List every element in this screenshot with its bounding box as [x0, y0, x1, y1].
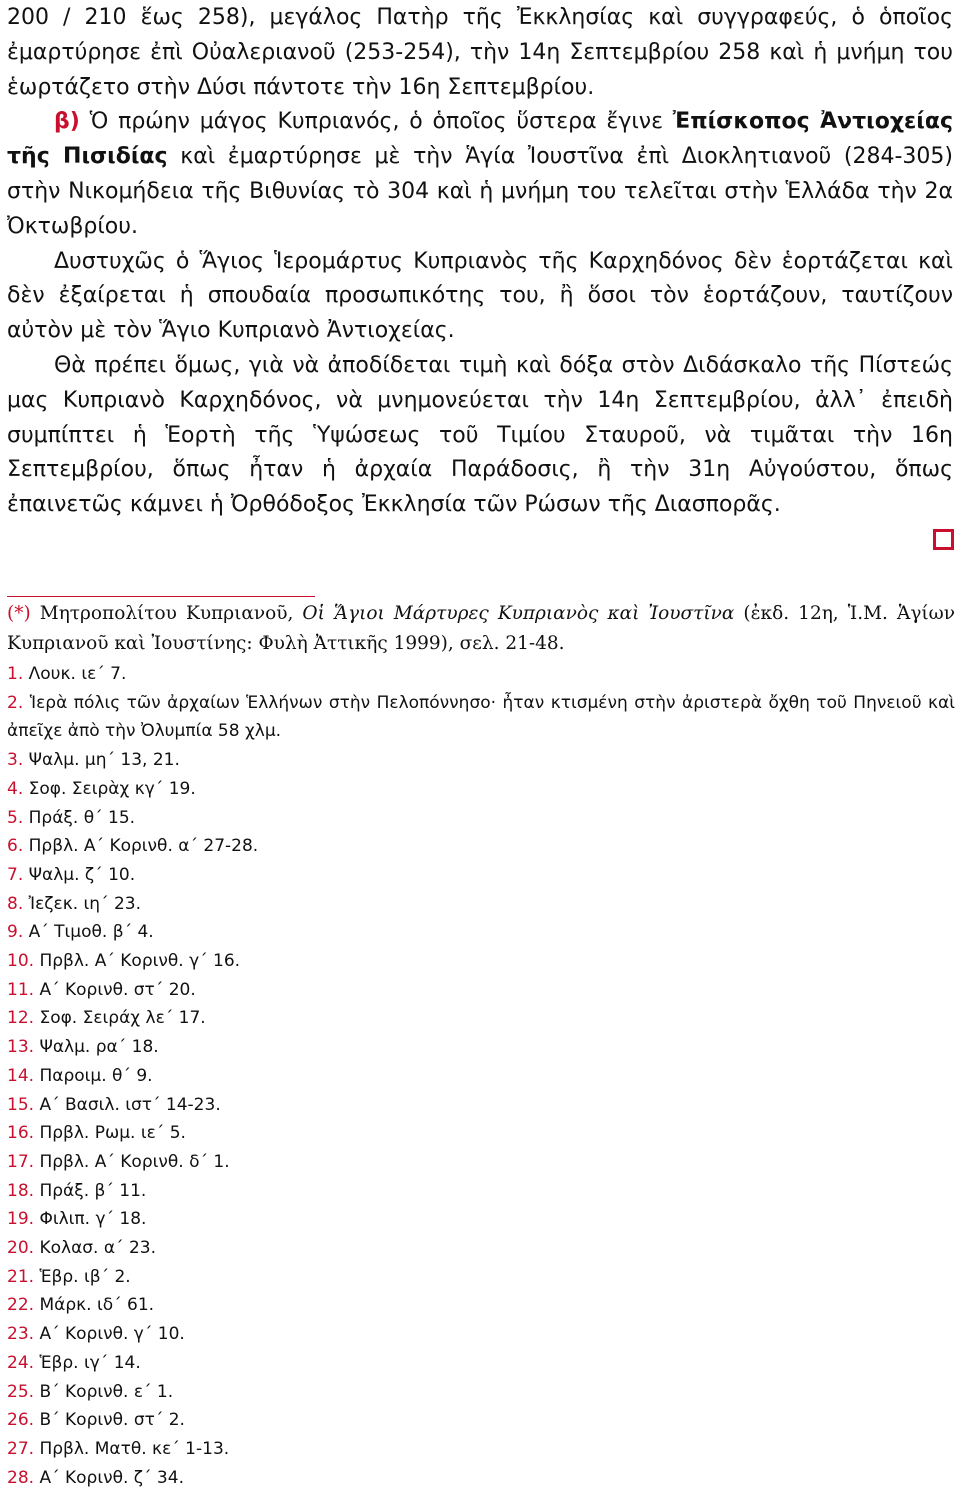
endnote-item: [7, 1148, 955, 1177]
endnote-number: 21.: [7, 1266, 35, 1287]
endnote-text: Μάρκ. ιδ΄ 61.: [39, 1295, 155, 1316]
paragraph-1: 200 / 210 ἕως 258), μεγάλος Πατὴρ τῆς Ἐκκλησίας καὶ συγγραφεύς, ὁ ὁποῖος ἐμαρτύρησε ἐπὶ Οὐαλεριανοῦ (253-254), τὴν 14η Σεπτεμβρίου 258 καὶ ἡ μνήμη του ἑωρτάζετο στὴν Δύσι πάντοτε τὴν 16η Σεπτεμβρίου.: [7, 5, 953, 100]
endnote-text: Πρβλ. Ματθ. κε΄ 1-13.: [39, 1438, 230, 1459]
endnote-item: [7, 1378, 955, 1407]
endnote-text: Πρβλ. Α΄ Κορινθ. γ΄ 16.: [39, 951, 241, 972]
endnote-number: 5.: [7, 807, 24, 828]
endnote-number: 12.: [7, 1008, 35, 1029]
paragraph-2-text-b: καὶ ἐμαρτύρησε μὲ τὴν Ἁγία Ἰουστῖνα ἐπὶ Διοκλητιανοῦ (284-305) στὴν Νικομήδεια τῆς Βιθυνίας τὸ 304 καὶ ἡ μνήμη του τελεῖται στὴν Ἑλλάδα τὴν 2α Ὀκτωβρίου.: [7, 144, 953, 239]
main-text: [7, 1, 953, 523]
endnote-item: [7, 1349, 955, 1378]
endnote-text: Ψαλμ. μη΄ 13, 21.: [28, 750, 180, 771]
endnote-item: [7, 775, 955, 804]
endnote-item: [7, 1406, 955, 1435]
endnote-item: [7, 1464, 955, 1493]
endnote-text: Πράξ. β΄ 11.: [39, 1180, 147, 1201]
endnote-text: Φιλιπ. γ΄ 18.: [39, 1209, 147, 1230]
paragraph-4: Θὰ πρέπει ὅμως, γιὰ νὰ ἀποδίδεται τιμὴ καὶ δόξα στὸν Διδάσκαλο τῆς Πίστεώς μας Κυπριανὸ Καρχηδόνος, νὰ μνημονεύεται τὴν 14η Σεπτεμβρίου, ἀλλ᾽ ἐπειδὴ συμπίπτει ἡ Ἑορτὴ τῆς Ὑψώσεως τοῦ Τιμίου Σταυροῦ, νὰ τιμᾶται τὴν 16η Σεπτεμβρίου, ὅπως ἦταν ἡ ἀρχαία Παράδοσις, ἢ τὴν 31η Αὐγούστου, ὅπως ἐπαινετῶς κάμνει ἡ Ὀρθόδοξος Ἐκκλησία τῶν Ρώσων τῆς Διασπορᾶς.: [7, 352, 953, 518]
endnote-number: 22.: [7, 1295, 35, 1316]
endnote-text: Β΄ Κορινθ. στ΄ 2.: [39, 1410, 185, 1431]
endnote-item: [7, 689, 955, 746]
endnote-item: [7, 861, 955, 890]
endnote-number: 20.: [7, 1238, 35, 1259]
endnote-item: [7, 890, 955, 919]
endnote-text: Ἑβρ. ιγ΄ 14.: [39, 1352, 141, 1373]
endnote-item: [7, 976, 955, 1005]
endnote-item: [7, 1004, 955, 1033]
endnote-number: 24.: [7, 1352, 35, 1373]
paragraph-2-text-a: Ὁ πρώην μάγος Κυπριανός, ὁ ὁποῖος ὕστερα ἔγινε: [79, 109, 673, 135]
footnote-main-text-b: (ἐκδ. 12η, Ἱ.Μ. Ἁγίων Κυπριανοῦ καὶ Ἰουστίνης: Φυλὴ Ἀττικῆς 1999), σελ. 21-48.: [7, 603, 955, 654]
endnote-number: 9.: [7, 922, 24, 943]
endnote-text: Ἰεζεκ. ιη΄ 23.: [28, 893, 142, 914]
footnote-divider: [7, 596, 315, 597]
endnote-text: Ἑβρ. ιβ΄ 2.: [39, 1266, 131, 1287]
endnote-number: 2.: [7, 692, 24, 713]
footnote-main: [7, 599, 955, 659]
endnote-text: Α΄ Βασιλ. ιστ΄ 14-23.: [39, 1094, 221, 1115]
endnote-item: [7, 1091, 955, 1120]
endnote-text: Πρβλ. Ρωμ. ιε΄ 5.: [39, 1123, 186, 1144]
endnotes-list: [7, 660, 955, 1492]
endnote-item: [7, 1033, 955, 1062]
endnote-text: Β΄ Κορινθ. ε΄ 1.: [39, 1381, 174, 1402]
endnote-item: [7, 1177, 955, 1206]
endnote-number: 3.: [7, 750, 24, 771]
footnote-marker: (*): [7, 603, 31, 624]
endnote-item: [7, 1435, 955, 1464]
endnote-item: [7, 660, 955, 689]
footnote-main-text-a: Μητροπολίτου Κυπριανοῦ,: [30, 603, 303, 624]
endnote-text: Ἱερὰ πόλις τῶν ἀρχαίων Ἑλλήνων στὴν Πελοπόννησο· ἦταν κτισμένη στὴν ἀριστερὰ ὄχθη τοῦ Πηνειοῦ καὶ ἀπεῖχε ἀπὸ τὴν Ὀλυμπία 58 χλμ.: [7, 692, 955, 742]
endnote-text: Πράξ. θ΄ 15.: [28, 807, 136, 828]
red-checkbox-icon: [933, 529, 954, 550]
endnote-text: Πρβλ. Α΄ Κορινθ. α΄ 27-28.: [28, 836, 259, 857]
endnote-item: [7, 1320, 955, 1349]
endnote-text: Κολασ. α΄ 23.: [39, 1238, 156, 1259]
endnote-item: [7, 1062, 955, 1091]
endnote-text: Λουκ. ιε΄ 7.: [28, 664, 127, 684]
endnote-number: 27.: [7, 1438, 35, 1459]
endnote-number: 14.: [7, 1065, 35, 1086]
endnote-number: 17.: [7, 1151, 35, 1172]
endnote-text: Α΄ Τιμοθ. β΄ 4.: [28, 922, 154, 943]
endnote-number: 18.: [7, 1180, 35, 1201]
footnote-main-title: Οἱ Ἅγιοι Μάρτυρες Κυπριανὸς καὶ Ἰουστῖνα: [302, 603, 735, 624]
endnote-item: [7, 746, 955, 775]
endnote-text: Σοφ. Σειράχ λε΄ 17.: [39, 1008, 206, 1029]
endnote-number: 7.: [7, 864, 24, 885]
endnote-number: 1.: [7, 664, 24, 684]
endnote-number: 23.: [7, 1324, 35, 1345]
endnote-number: 16.: [7, 1123, 35, 1144]
endnote-text: Ψαλμ. ρα΄ 18.: [39, 1037, 159, 1058]
paragraph-2: [7, 105, 953, 244]
endnote-item: [7, 1119, 955, 1148]
paragraph-3: Δυστυχῶς ὁ Ἅγιος Ἱερομάρτυς Κυπριανὸς τῆς Καρχηδόνος δὲν ἑορτάζεται καὶ δὲν ἐξαίρεται ἡ σπουδαία προσωπικότης του, ἢ ὅσοι τὸν ἑορτάζουν, ταυτίζουν αὐτὸν μὲ τὸν Ἅγιο Κυπριανὸ Ἀντιοχείας.: [7, 248, 953, 344]
endnote-text: Σοφ. Σειρὰχ κγ΄ 19.: [28, 778, 196, 799]
endnote-item: [7, 947, 955, 976]
endnote-item: [7, 1291, 955, 1320]
endnote-number: 11.: [7, 979, 35, 1000]
endnote-item: [7, 804, 955, 833]
endnote-item: [7, 832, 955, 861]
endnote-text: Πρβλ. Α΄ Κορινθ. δ΄ 1.: [39, 1151, 230, 1172]
paragraph-2-bold: Ἐπίσκοπος Ἀντιοχείας τῆς Πισιδίας: [7, 109, 954, 170]
endnote-text: Α΄ Κορινθ. ζ΄ 34.: [39, 1467, 184, 1488]
endnote-number: 6.: [7, 836, 24, 857]
endnote-number: 8.: [7, 893, 24, 914]
paragraph-marker: β): [54, 109, 80, 135]
endnote-item: [7, 1205, 955, 1234]
endnote-text: Παροιμ. θ΄ 9.: [39, 1065, 153, 1086]
endnote-number: 19.: [7, 1209, 35, 1230]
endnote-item: [7, 918, 955, 947]
endnote-number: 28.: [7, 1467, 35, 1488]
endnote-number: 13.: [7, 1037, 35, 1058]
endnote-number: 15.: [7, 1094, 35, 1115]
endnote-number: 26.: [7, 1410, 35, 1431]
endnote-item: [7, 1234, 955, 1263]
endnote-text: Ψαλμ. ζ΄ 10.: [28, 864, 136, 885]
endnote-text: Α΄ Κορινθ. στ΄ 20.: [39, 979, 196, 1000]
endnote-number: 10.: [7, 951, 35, 972]
endnote-text: Α΄ Κορινθ. γ΄ 10.: [39, 1324, 185, 1345]
endnote-number: 4.: [7, 778, 24, 799]
endnote-item: [7, 1263, 955, 1292]
endnote-number: 25.: [7, 1381, 35, 1402]
